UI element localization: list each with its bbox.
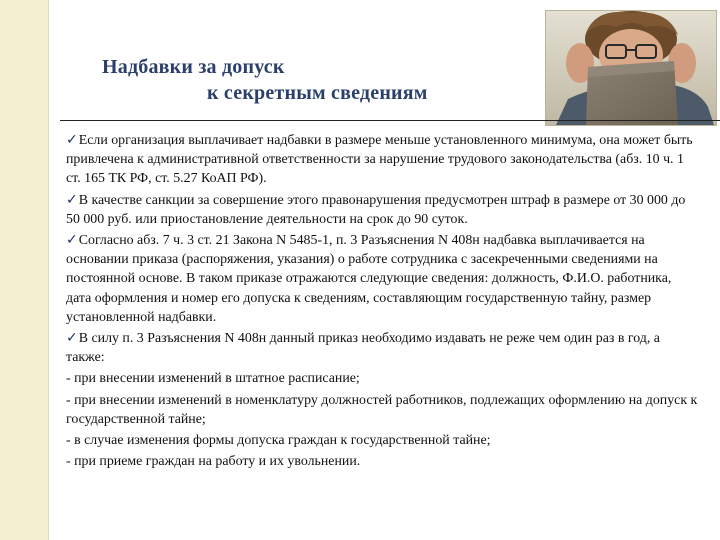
check-item-4 — [66, 329, 700, 367]
check-item-2-text: В качестве санкции за совершение этого правонарушения предусмотрен штраф в размере от 30 000 до 50 000 руб. или приостановление деятельности на срок до 90 суток. — [66, 192, 686, 227]
check-icon: ✓ — [66, 191, 78, 208]
title-divider — [60, 120, 720, 121]
title-line-2: к секретным сведениям — [207, 82, 428, 104]
check-item-3 — [66, 231, 700, 327]
dash-item-2: - при внесении изменений в номенклатуру должностей работников, подлежащих оформлению на допуск к государственной тайне; — [66, 392, 698, 427]
stressed-person-photo — [545, 10, 717, 126]
slide-title — [102, 54, 428, 106]
title-line-1: Надбавки за допуск — [102, 56, 285, 78]
dash-item-3: - в случае изменения формы допуска граждан к государственной тайне; — [66, 433, 491, 449]
check-icon: ✓ — [66, 132, 78, 148]
check-icon: ✓ — [66, 330, 78, 347]
check-item-2 — [66, 191, 700, 229]
check-item-3-text: Согласно абз. 7 ч. 3 ст. 21 Закона N 5485-1, п. 3 Разъяснения N 408н надбавка выплачивается на основании приказа (распоряжения, указания) о работе сотрудника с засекреченными сведениями на постоянной основе. В таком приказе отражаются следующие сведения: должность, Ф.И.О. работника, дата оформления и номер его допуска к сведениям, составляющим государственную тайну, размер установленной надбавки. — [66, 233, 672, 325]
check-item-1 — [66, 131, 700, 189]
dash-item-1: - при внесении изменений в штатное расписание; — [66, 371, 360, 387]
dash-item-4: - при приеме граждан на работу и их увольнении. — [66, 454, 361, 470]
left-band-border — [48, 0, 49, 540]
check-item-4-text: В силу п. 3 Разъяснения N 408н данный приказ необходимо издавать не реже чем один раз в год, а также: — [66, 331, 660, 366]
slide-body — [66, 131, 700, 473]
left-decorative-band — [0, 0, 48, 540]
check-item-1-text: Если организация выплачивает надбавки в размере меньше установленного минимума, она может быть привлечена к административной ответственности за нарушение трудового законодательства (абз. 10 ч. 1 ст. 165 ТК РФ, ст. 5.27 КоАП РФ). — [66, 133, 693, 187]
photo-illustration — [546, 11, 716, 125]
check-icon: ✓ — [66, 232, 78, 249]
